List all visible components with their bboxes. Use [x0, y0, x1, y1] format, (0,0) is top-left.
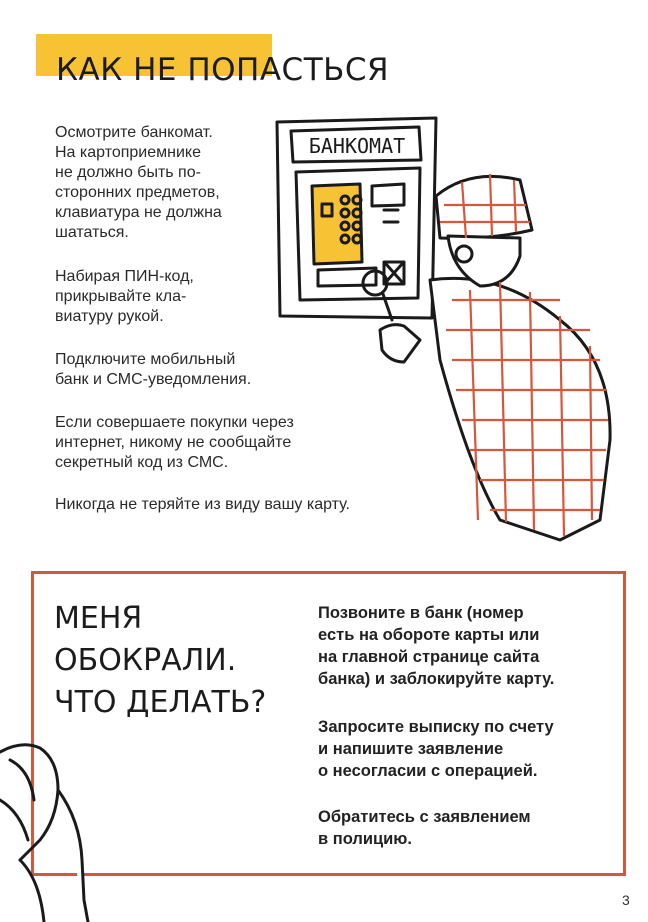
step-request-statement: Запросите выписку по счету и напишите заявление о несогласии с операцией. — [318, 718, 554, 780]
page-number: 3 — [622, 892, 630, 908]
step-block-card: Позвоните в банк (номер есть на обороте карты или на главной странице сайта банка) и заблокируйте карту. — [318, 604, 555, 688]
tip-secret-code: Если совершаете покупки через интернет, никому не сообщайте секретный код из СМС. — [55, 414, 294, 471]
step-police: Обратитесь с заявлением в полицию. — [318, 808, 531, 848]
tip-cover-keypad: Набирая ПИН-код, прикрывайте кла- виатуру рукой. — [55, 268, 194, 325]
tip-inspect-atm: Осмотрите банкомат. На картоприемнике не должно быть по- сторонних предметов, клавиатура не должна шататься. — [55, 124, 222, 241]
robbed-heading: МЕНЯ ОБОКРАЛИ. ЧТО ДЕЛАТЬ? — [54, 601, 267, 720]
atm-sign-label: БАНКОМАТ — [308, 134, 406, 158]
tip-keep-card: Никогда не теряйте из виду вашу карту. — [55, 496, 350, 513]
tip-sms-notifications: Подключите мобильный банк и СМС-уведомления. — [55, 351, 252, 388]
page-title: КАК НЕ ПОПАСТЬСЯ — [56, 52, 390, 88]
